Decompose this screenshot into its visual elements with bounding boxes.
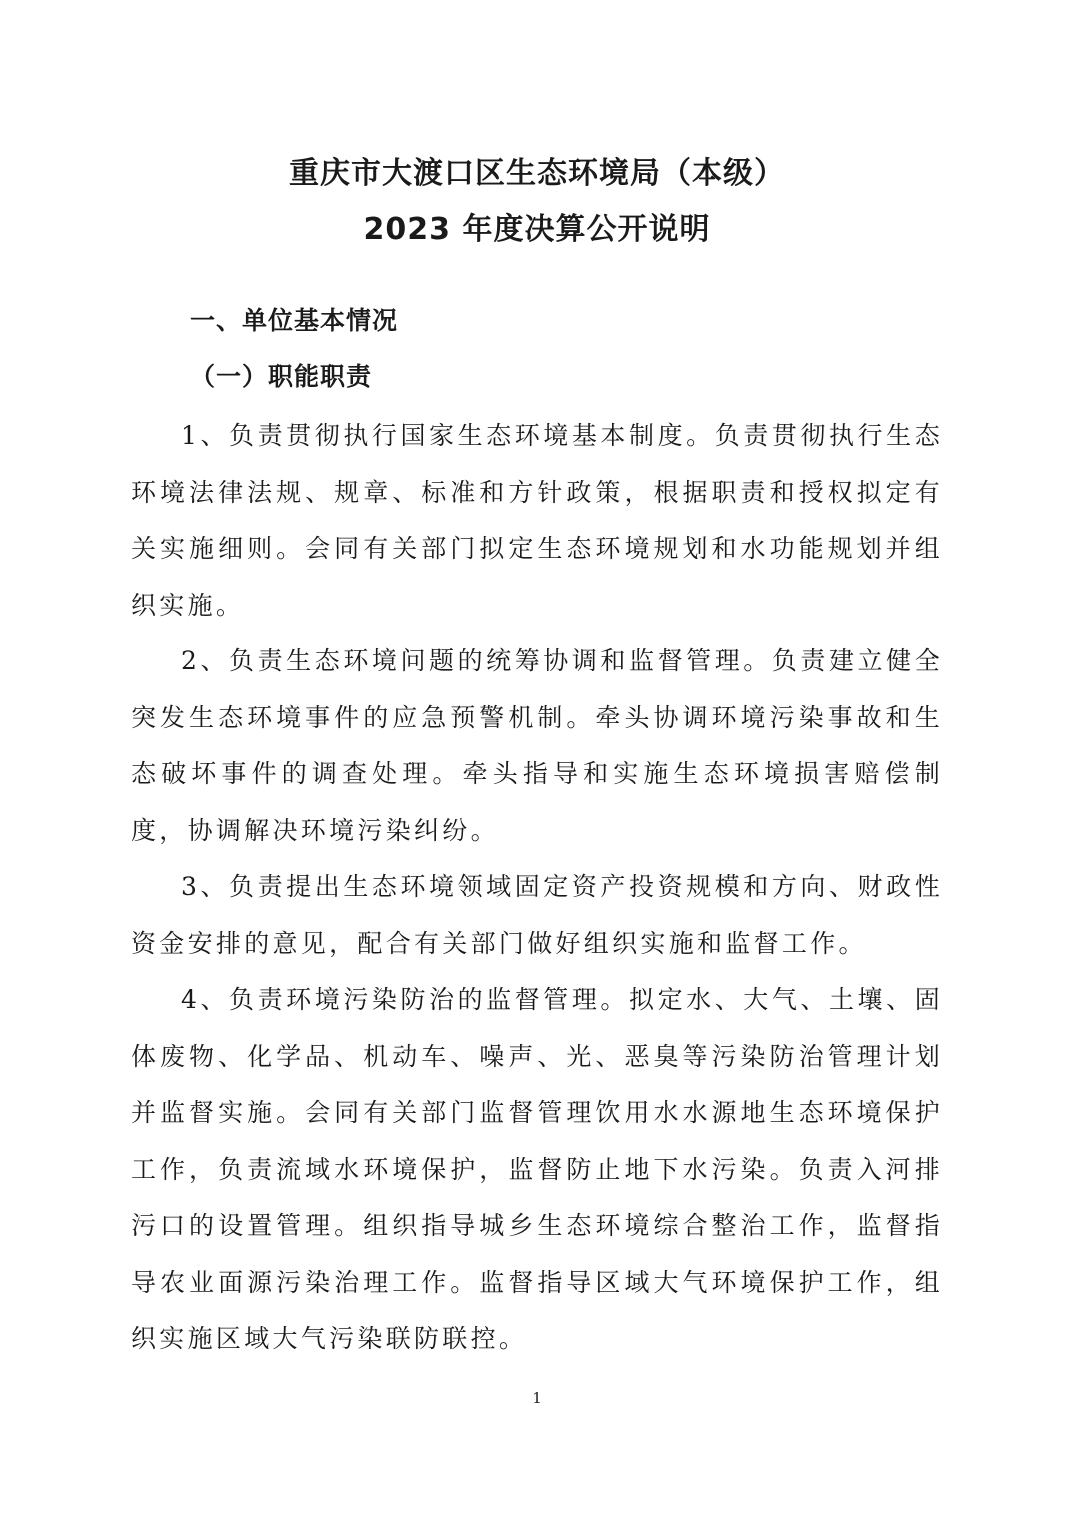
paragraph-3: 3、负责提出生态环境领域固定资产投资规模和方向、财政性资金安排的意见，配合有关部门做好组织实施和监督工作。	[131, 872, 943, 958]
section-heading: 一、单位基本情况	[190, 306, 399, 335]
paragraph-4: 4、负责环境污染防治的监督管理。拟定水、大气、土壤、固体废物、化学品、机动车、噪声、光、恶臭等污染防治管理计划并监督实施。会同有关部门监督管理饮用水水源地生态环境保护工作，负责流域水环境保护，监督防止地下水污染。负责入河排污口的设置管理。组织指导城乡生态环境综合整治工作，监督指导农业面源污染治理工作。监督指导区域大气环境保护工作，组织实施区域大气污染联防联控。	[131, 985, 943, 1353]
page-number: 1	[532, 1389, 542, 1407]
document-title-line-2: 2023 年度决算公开说明	[363, 212, 711, 247]
subsection-heading: （一）职能职责	[190, 362, 373, 391]
paragraph-1: 1、负责贯彻执行国家生态环境基本制度。负责贯彻执行生态环境法律法规、规章、标准和方针政策，根据职责和授权拟定有关实施细则。会同有关部门拟定生态环境规划和水功能规划并组织实施。	[131, 421, 943, 620]
paragraph-2: 2、负责生态环境问题的统筹协调和监督管理。负责建立健全突发生态环境事件的应急预警机制。牵头协调环境污染事故和生态破坏事件的调查处理。牵头指导和实施生态环境损害赔偿制度，协调解决环境污染纠纷。	[131, 646, 943, 845]
document-title-line-1: 重庆市大渡口区生态环境局（本级）	[289, 156, 785, 191]
